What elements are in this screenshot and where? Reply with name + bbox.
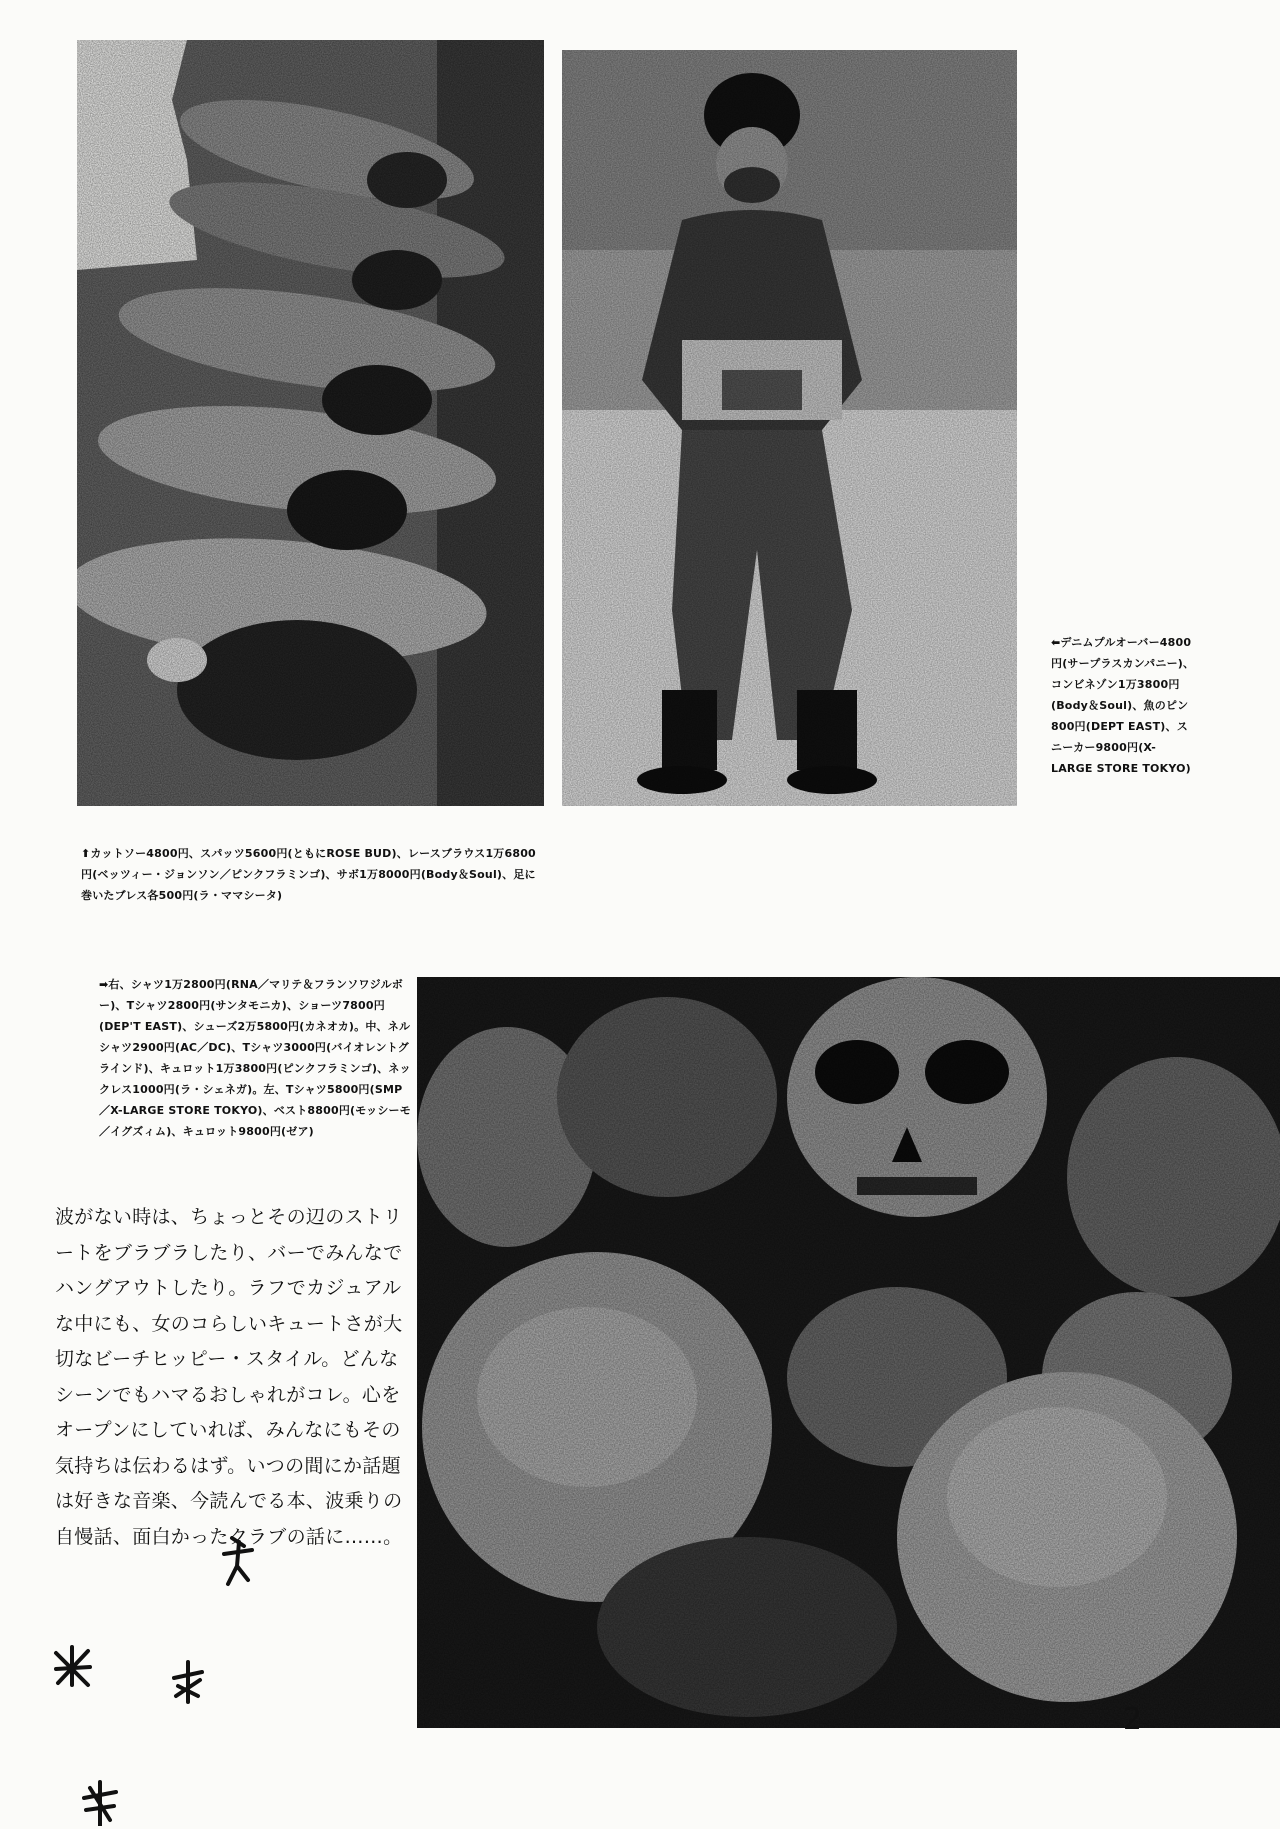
doodle-star-icon-3	[80, 1780, 120, 1826]
doodle-figure-icon	[222, 1536, 256, 1600]
doodle-star-icon-2	[170, 1660, 206, 1704]
photo-skulls	[417, 977, 1280, 1728]
photo-soldier	[562, 50, 1017, 806]
caption-bodies: ⬆カットソー4800円、スパッツ5600円(ともにROSE BUD)、レースブラウス1万6800円(ベッツィー・ジョンソン／ピンクフラミンゴ)、サボ1万8000円(Body＆Soul)、足に巻いたブレス各500円(ラ・ママシータ)	[81, 847, 536, 902]
caption-soldier: ⬅デニムプルオーバー4800円(サープラスカンパニー)、コンビネゾン1万3800円(Body＆Soul)、魚のピン800円(DEPT EAST)、スニーカー9800円(X-LARGE STORE TOKYO)	[1051, 636, 1195, 775]
body-text: 波がない時は、ちょっとその辺のストリートをブラブラしたり、バーでみんなでハングアウトしたり。ラフでカジュアルな中にも、女のコらしいキュートさが大切なビーチヒッピー・スタイル。どんなシーンでもハマるおしゃれがコレ。心をオープンにしていれば、みんなにもその気持ちは伝わるはず。いつの間にか話題は好きな音楽、今読んでる本、波乗りの自慢話、面白かったクラブの話に……。	[55, 1206, 403, 1548]
page-number: 2	[1122, 1702, 1142, 1737]
photo-bodies	[77, 40, 544, 806]
caption-skulls: ➡右、シャツ1万2800円(RNA／マリテ＆フランソワジルボー)、Tシャツ2800円(サンタモニカ)、ショーツ7800円(DEP'T EAST)、シューズ2万5800円(カネオカ)。中、ネルシャツ2900円(AC／DC)、Tシャツ3000円(バイオレントグラインド)、キュロット1万3800円(ピンクフラミンゴ)、ネックレス1000円(ラ・シェネガ)。左、Tシャツ5800円(SMP／X-LARGE STORE TOKYO)、ベスト8800円(モッシーモ／イグズィム)、キュロット9800円(ゼア)	[99, 978, 411, 1138]
doodle-star-icon-1	[52, 1645, 94, 1691]
